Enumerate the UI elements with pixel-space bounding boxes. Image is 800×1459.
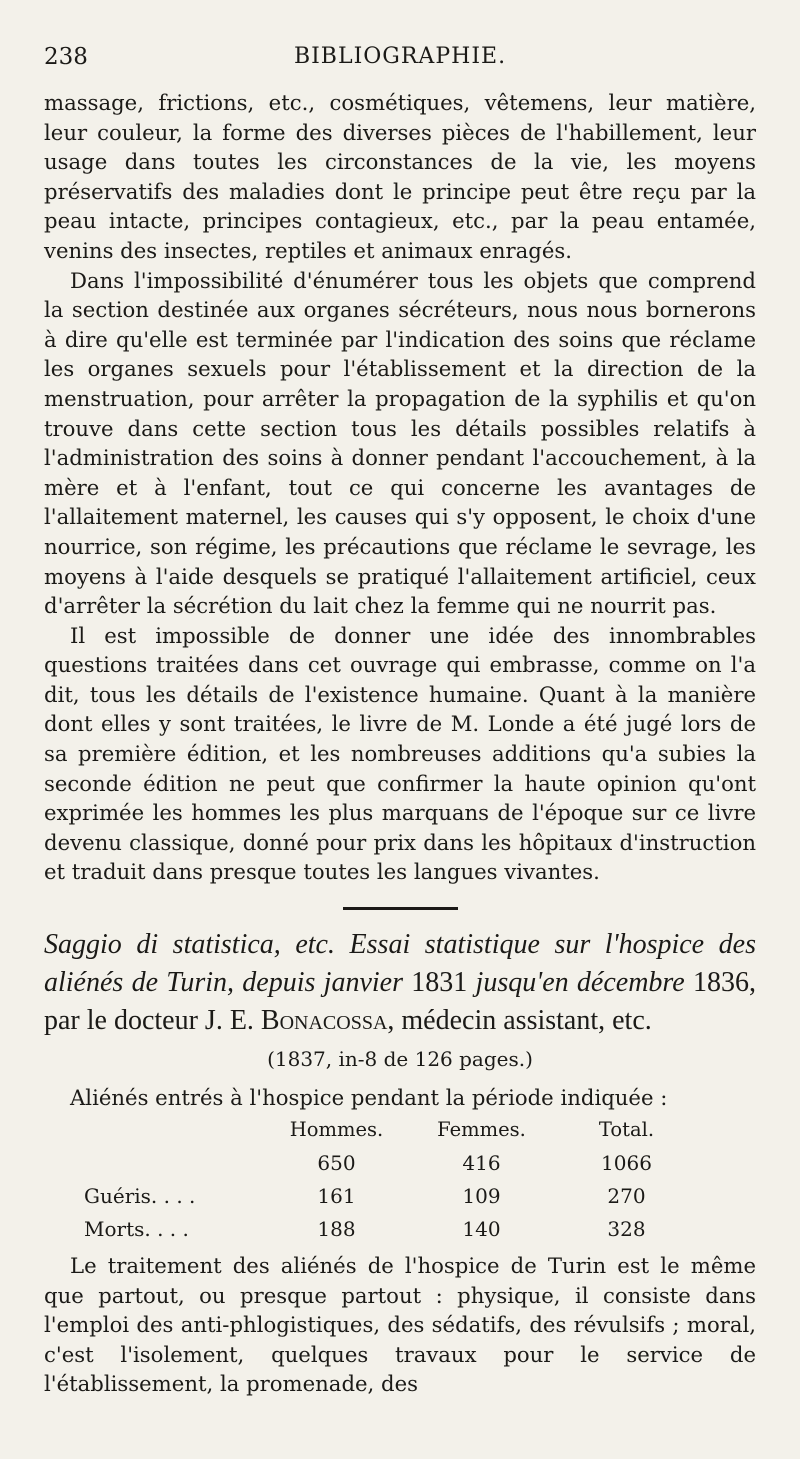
- cell-hommes: 650: [317, 1150, 356, 1175]
- entry-author-suffix: , médecin assistant, etc.: [387, 1005, 652, 1037]
- statistics-table: [84, 1113, 699, 1245]
- table-header-femmes: Femmes.: [437, 1118, 526, 1142]
- running-head: BIBLIOGRAPHIE.: [293, 44, 507, 69]
- cell-femmes: 416: [462, 1150, 501, 1175]
- entry-author-prefix: , par le docteur J. E.: [44, 967, 756, 1037]
- entry-title-italic: Saggio di statistica, etc. Essai statistique sur l'hospice des aliénés de Turin, depuis janvier: [44, 929, 756, 999]
- table-row: [84, 1179, 699, 1212]
- entry-title-italic-2: jusqu'en décembre: [475, 967, 685, 999]
- table-header-row: [84, 1113, 699, 1146]
- bibliography-entry-title: [44, 926, 756, 1040]
- paragraph-final: Le traitement des aliénés de l'hospice de Turin est le même que partout, ou presque partout : physique, il consiste dans l'emploi des anti-phlogistiques, des sédatifs, des révulsifs ; moral, c'est l'isolement, quelques travaux pour le service de l'établissement, la promenade, des: [44, 1253, 756, 1397]
- page-header: [44, 44, 756, 74]
- table-intro: Aliénés entrés à l'hospice pendant la période indiquée :: [70, 1085, 668, 1111]
- cell-femmes: 109: [462, 1183, 501, 1208]
- table-header-total: Total.: [598, 1118, 655, 1142]
- row-label: Guéris. . . .: [84, 1183, 196, 1208]
- entry-publication-info: (1837, in-8 de 126 pages.): [267, 1047, 533, 1072]
- table-row: [84, 1146, 699, 1179]
- paragraph-1: massage, frictions, etc., cosmétiques, vêtemens, leur matière, leur couleur, la forme des diverses pièces de l'habillement, leur usage dans toutes les circonstances de la vie, les moyens préservatifs des maladies dont le principe peut être reçu par la peau intacte, principes contagieux, etc., par la peau entamée, venins des insectes, reptiles et animaux enragés.: [44, 90, 756, 263]
- entry-year-end: 1836: [693, 967, 749, 999]
- page-body: [44, 88, 756, 1399]
- paragraph-2: Dans l'impossibilité d'énumérer tous les objets que comprend la section destinée aux organes sécréteurs, nous nous bornerons à dire qu'elle est terminée par l'indication des soins que réclame les organes sexuels pour l'établissement et la direction de la menstruation, pour arrêter la propagation de la syphilis et qu'on trouve dans cette section tous les détails possibles relatifs à l'administration des soins à donner pendant l'accouchement, à la mère et à l'enfant, tout ce qui concerne les avantages de l'allaitement maternel, les causes qui s'y opposent, le choix d'une nourrice, son régime, les précautions que réclame le sevrage, les moyens à l'aide desquels se pratiqué l'allaitement artificiel, ceux d'arrêter la sécrétion du lait chez la femme qui ne nourrit pas.: [44, 267, 756, 619]
- table-header-blank: [84, 1113, 264, 1146]
- table-row: [84, 1212, 699, 1245]
- cell-total: 328: [607, 1216, 646, 1241]
- section-divider: [343, 907, 458, 910]
- row-label: Morts. . . .: [84, 1216, 189, 1241]
- row-label: [84, 1146, 264, 1179]
- cell-total: 1066: [601, 1150, 652, 1175]
- cell-hommes: 188: [317, 1216, 356, 1241]
- cell-femmes: 140: [462, 1216, 501, 1241]
- cell-hommes: 161: [317, 1183, 356, 1208]
- entry-author-name: Bonacossa: [260, 1005, 388, 1037]
- table-header-hommes: Hommes.: [289, 1118, 384, 1142]
- cell-total: 270: [607, 1183, 646, 1208]
- page-number: 238: [44, 44, 88, 70]
- entry-year-start: 1831: [411, 967, 468, 999]
- paragraph-3: Il est impossible de donner une idée des innombrables questions traitées dans cet ouvrage qui embrasse, comme on l'a dit, tous les détails de l'existence humaine. Quant à la manière dont elles y sont traitées, le livre de M. Londe a été jugé lors de sa première édition, et les nombreuses additions qu'a subies la seconde édition ne peut que confirmer la haute opinion qu'ont exprimée les hommes les plus marquans de l'époque sur ce livre devenu classique, donné pour prix dans les hôpitaux d'instruction et traduit dans presque toutes les langues vivantes.: [44, 622, 756, 885]
